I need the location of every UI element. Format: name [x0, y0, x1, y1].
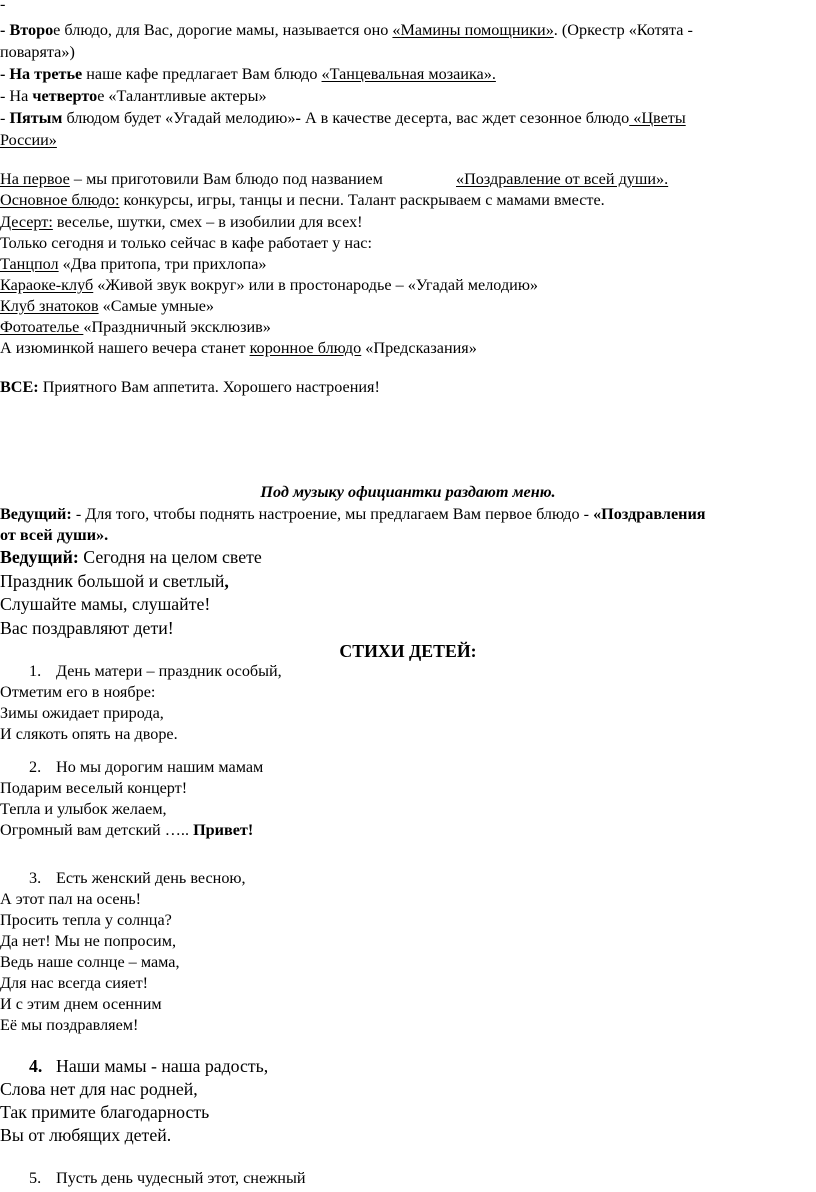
intro-line-5: - Пятым блюдом будет «Угадай мелодию»- А в качестве десерта, вас ждет сезонное блюдо «Цветы: [0, 109, 686, 127]
poem-2-line-3: Тепла и улыбок желаем,: [0, 800, 167, 818]
intro-line-3: - На третье наше кафе предлагает Вам блюдо «Танцевальная мозаика».: [0, 65, 496, 83]
menu-photo: Фотоателье «Праздничный эксклюзив»: [0, 318, 271, 336]
poem-1-line-4: И слякоть опять на дворе.: [0, 725, 178, 743]
poem-3-line-7: И с этим днем осенним: [0, 995, 162, 1013]
poem-4-line-3: Так примите благодарность: [0, 1102, 210, 1122]
host2-line-4: Вас поздравляют дети!: [0, 618, 174, 638]
host-line-2: от всей души».: [0, 526, 109, 544]
intro-dash: -: [0, 0, 6, 13]
menu-raisin: А изюминкой нашего вечера станет коронное блюдо «Предсказания»: [0, 339, 477, 357]
menu-today: Только сегодня и только сейчас в кафе работает у нас:: [0, 234, 372, 252]
menu-dessert: Десерт: веселье, шутки, смех – в изобилии для всех!: [0, 213, 363, 231]
poem-3-line-5: Ведь наше солнце – мама,: [0, 953, 180, 971]
host2-line-3: Слушайте мамы, слушайте!: [0, 594, 211, 614]
poem-4-line-4: Вы от любящих детей.: [0, 1125, 172, 1145]
host2-line-1: Ведущий: Сегодня на целом свете: [0, 547, 262, 567]
poem-1-line-3: Зимы ожидает природа,: [0, 704, 164, 722]
poem-4-line-2: Слова нет для нас родней,: [0, 1079, 198, 1099]
intro-line-1: - Второе блюдо, для Вас, дорогие мамы, называется оно «Мамины помощники». (Оркестр «Котята -: [0, 21, 693, 39]
poem-3-line-4: Да нет! Мы не попросим,: [0, 932, 176, 950]
all-line: ВСЕ: Приятного Вам аппетита. Хорошего настроения!: [0, 378, 380, 396]
poem-2-line-4: Огромный вам детский ….. Привет!: [0, 821, 254, 839]
document-page: - - Второе блюдо, для Вас, дорогие мамы, называется оно «Мамины помощники». (Оркестр «Котята - поварята») - На третье наше кафе предлагает Вам блюдо «Танцевальная мозаика». - На четвертое «Талантливые актеры» - Пятым блюдом будет «Угадай мелодию»- А в качестве десерта, вас ждет сезонное блюдо «Цветы России» На первое – мы приготовили Вам блюдо под названием «Поздравление от всей души». Основное блюдо: конкурсы, игры, танцы и песни. Талант раскрываем с мамами вместе. Десерт: веселье, шутки, смех – в изобилии для всех! Только сегодня и только сейчас в кафе работает у нас: Танцпол «Два притопа, три прихлопа» Караоке-клуб «Живой звук вокруг» или в простонародье – «Угадай мелодию» Клуб знатоков «Самые умные» Фотоателье «Праздничный эксклюзив» А изюминкой нашего вечера станет коронное блюдо «Предсказания» ВСЕ: Приятного Вам аппетита. Хорошего настроения! Под музыку официантки раздают меню. Ведущий: - Для того, чтобы поднять настроение, мы предлагаем Вам первое блюдо - «Поздравления от всей души». Ведущий: Сегодня на целом свете Праздник большой и светлый, Слушайте мамы, слушайте! Вас поздравляют дети! СТИХИ ДЕТЕЙ: 1. День матери – праздник особый, Отметим его в ноябре: Зимы ожидает природа, И слякоть опять на дворе. 2. Но мы дорогим нашим мамам Подарим веселый концерт! Тепла и улыбок желаем, Огромный вам детский ….. Привет! 3. Есть женский день весною, А этот пал на осень! Просить тепла у солнца? Да нет! Мы не попросим, Ведь наше солнце – мама, Для нас всегда сияет! И с этим днем осенним Её мы поздравляем! 4. Наши мамы - наша радость, Слова нет для нас родней, Так примите благодарность Вы от любящих детей. 5. Пусть день чудесный этот, снежный: [0, 0, 816, 1192]
poem-3-line-6: Для нас всегда сияет!: [0, 974, 149, 992]
host-line-1: Ведущий: - Для того, чтобы поднять настроение, мы предлагаем Вам первое блюдо - «Поздравления: [0, 505, 706, 523]
menu-karaoke: Караоке-клуб «Живой звук вокруг» или в простонародье – «Угадай мелодию»: [0, 276, 539, 294]
poem-1-line-2: Отметим его в ноябре:: [0, 683, 156, 701]
intro-line-4: - На четвертое «Талантливые актеры»: [0, 87, 267, 105]
menu-first-course: На первое – мы приготовили Вам блюдо под названием «Поздравление от всей души».: [0, 170, 669, 188]
stage-direction: Под музыку официантки раздают меню.: [260, 483, 556, 501]
poem-3-line-8: Её мы поздравляем!: [0, 1016, 139, 1034]
menu-dance: Танцпол «Два притопа, три прихлопа»: [0, 255, 267, 273]
poem-3-line-3: Просить тепла у солнца?: [0, 911, 172, 929]
poem-3-line-2: А этот пал на осень!: [0, 890, 142, 908]
menu-club: Клуб знатоков «Самые умные»: [0, 297, 215, 315]
host2-line-2: Праздник большой и светлый,: [0, 571, 229, 591]
poem-2-line-2: Подарим веселый концерт!: [0, 779, 188, 797]
menu-main-course: Основное блюдо: конкурсы, игры, танцы и песни. Талант раскрываем с мамами вместе.: [0, 191, 605, 209]
intro-line-6: России»: [0, 131, 57, 149]
poems-heading: СТИХИ ДЕТЕЙ:: [339, 641, 477, 661]
intro-line-2: поварята»): [0, 43, 75, 61]
